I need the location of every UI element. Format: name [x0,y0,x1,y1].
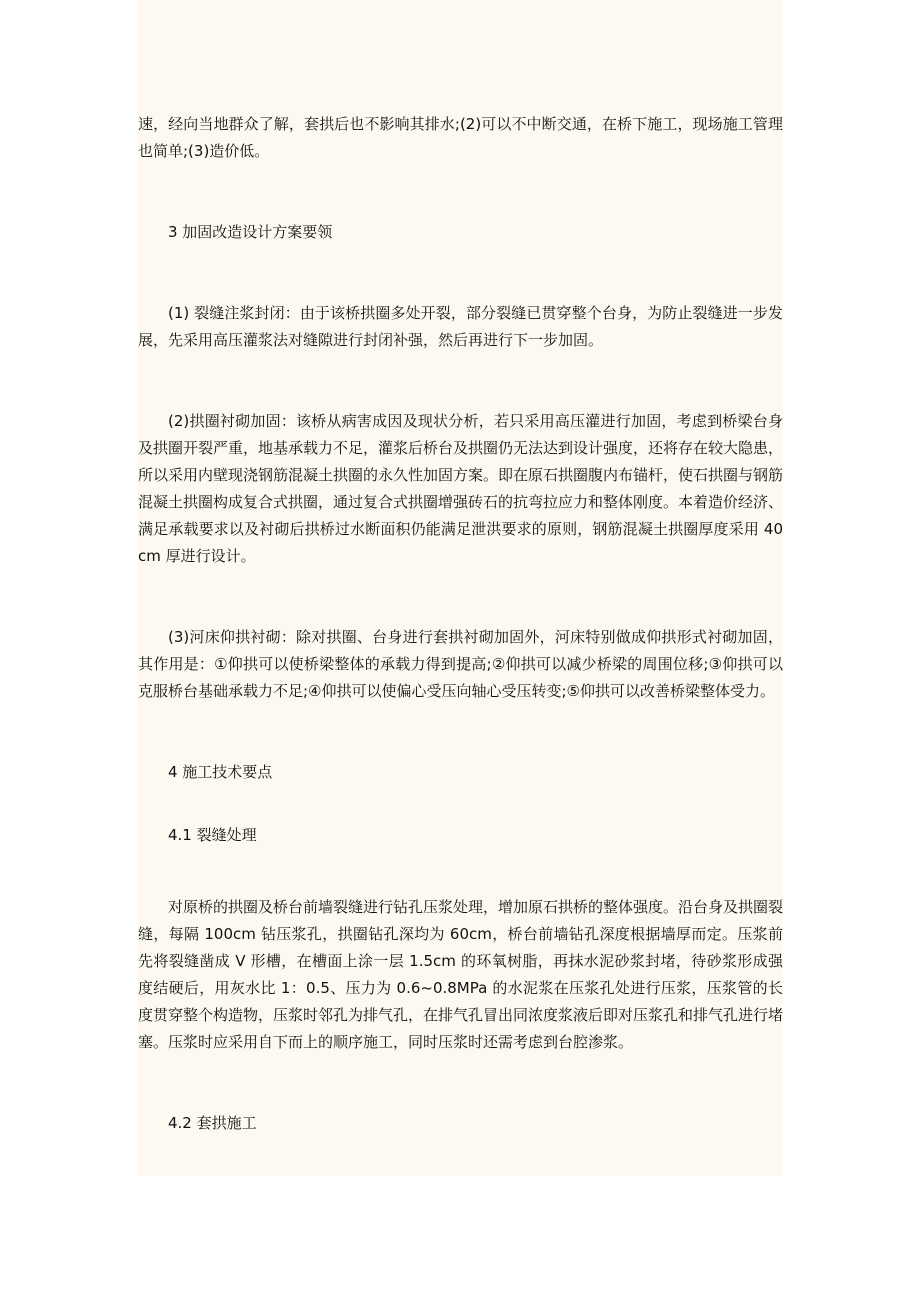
section-heading-4: 4 施工技术要点 [168,763,273,781]
paragraph-crack-grouting: (1) 裂缝注浆封闭：由于该桥拱圈多处开裂，部分裂缝已贯穿整个台身，为防止裂缝进一步发展，先采用高压灌浆法对缝隙进行封闭补强，然后再进行下一步加固。 [138,304,783,349]
subsection-heading-4-2: 4.2 套拱施工 [168,1114,257,1132]
subsection-heading-4-1: 4.1 裂缝处理 [168,826,257,844]
document-body [138,0,783,1176]
paragraph-arch-lining: (2)拱圈衬砌加固：该桥从病害成因及现状分析，若只采用高压灌进行加固，考虑到桥梁台身及拱圈开裂严重，地基承载力不足，灌浆后桥台及拱圈仍无法达到设计强度，还将存在较大隐患，所以采用内壁现浇钢筋混凝土拱圈的永久性加固方案。即在原石拱圈腹内布锚杆，使石拱圈与钢筋混凝土拱圈构成复合式拱圈，通过复合式拱圈增强砖石的抗弯拉应力和整体刚度。本着造价经济、满足承载要求以及衬砌后拱桥过水断面积仍能满足泄洪要求的原则，钢筋混凝土拱圈厚度采用 40cm 厚进行设计。 [138,412,784,565]
paragraph-crack-treatment: 对原桥的拱圈及桥台前墙裂缝进行钻孔压浆处理，增加原石拱桥的整体强度。沿台身及拱圈裂缝，每隔 100cm 钻压浆孔，拱圈钻孔深均为 60cm，桥台前墙钻孔深度根据墙厚而定。压浆前先将裂缝凿成 V 形槽，在槽面上涂一层 1.5cm 的环氧树脂，再抹水泥砂浆封堵，待砂浆形成强度结硬后，用灰水比 1：0.5、压力为 0.6~0.8MPa 的水泥浆在压浆孔处进行压浆，压浆管的长度贯穿整个构造物，压浆时邻孔为排气孔，在排气孔冒出同浓度浆液后即对压浆孔和排气孔进行堵塞。压浆时应采用自下而上的顺序施工，同时压浆时还需考虑到台腔渗浆。 [138,898,784,1051]
paragraph-intro: 速，经向当地群众了解，套拱后也不影响其排水;(2)可以不中断交通，在桥下施工，现场施工管理也简单;(3)造价低。 [138,115,783,160]
section-heading-3: 3 加固改造设计方案要领 [168,223,333,241]
paragraph-invert-arch: (3)河床仰拱衬砌：除对拱圈、台身进行套拱衬砌加固外，河床特别做成仰拱形式衬砌加固，其作用是：①仰拱可以使桥梁整体的承载力得到提高;②仰拱可以减少桥梁的周围位移;③仰拱可以克服桥台基础承载力不足;④仰拱可以使偏心受压向轴心受压转变;⑤仰拱可以改善桥梁整体受力。 [138,628,783,700]
